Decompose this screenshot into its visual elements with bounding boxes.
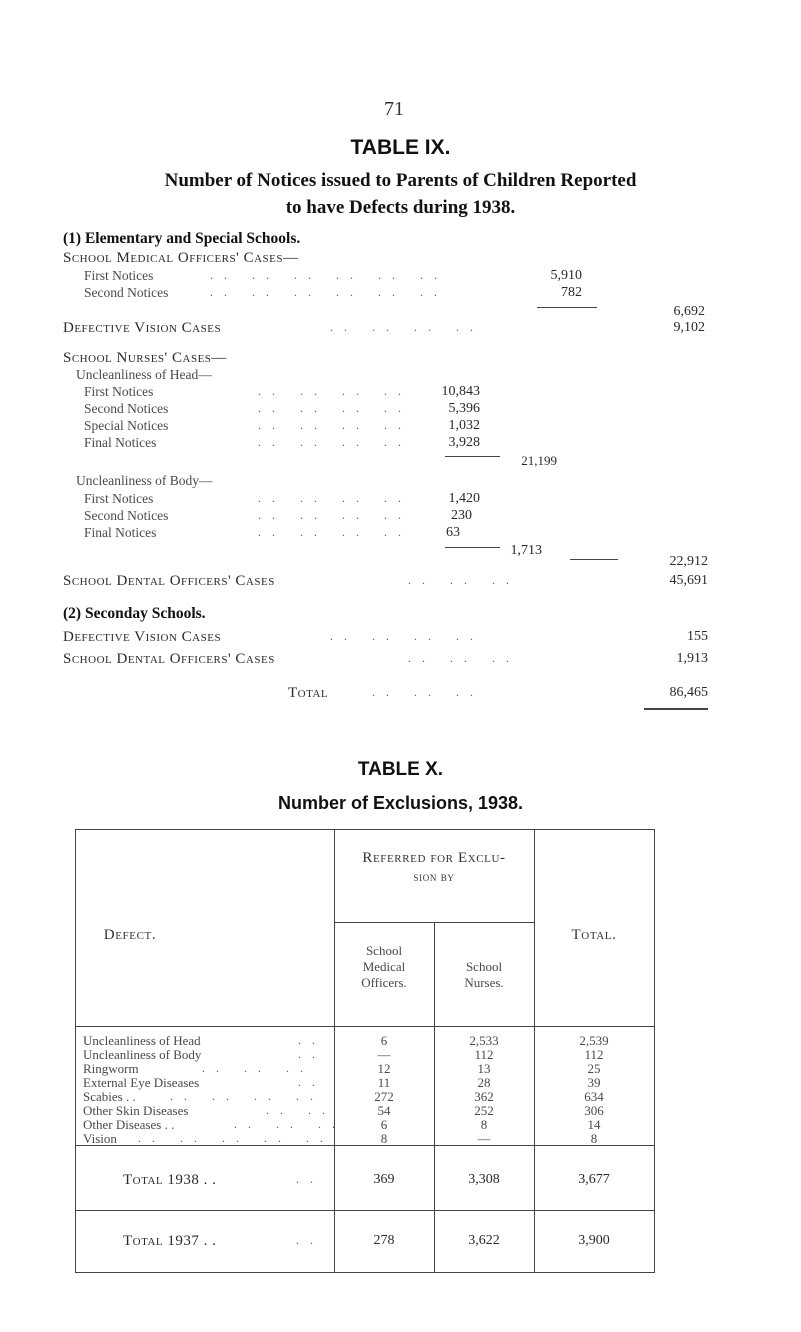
leader-dots: . . . . . . . . xyxy=(258,508,405,522)
col-header-nurses-line2: Nurses. xyxy=(464,975,504,990)
row-defect: Uncleanliness of Head xyxy=(83,1033,201,1048)
row-smo: 6 xyxy=(380,1033,388,1048)
leader-dots: . . . . . . . . . . . . xyxy=(210,268,441,282)
total-1938-label: Total 1938 . . xyxy=(123,1172,217,1188)
row-defect: Scabies . . xyxy=(83,1089,136,1104)
head-first-label: First Notices xyxy=(84,384,154,399)
col-header-smo-line2: Medical xyxy=(362,959,406,974)
body-final-label: Final Notices xyxy=(84,525,157,540)
leader-dots: . . . . . . . . xyxy=(258,401,405,415)
leader-dots: . . . . . . xyxy=(408,651,513,665)
grand-total-value: 86,465 xyxy=(669,685,708,700)
total-1938-nurses: 3,308 xyxy=(468,1172,500,1187)
dental-label: School Dental Officers' Cases xyxy=(63,573,275,589)
smo-label: School Medical Officers' Cases— xyxy=(63,250,299,266)
head-second-label: Second Notices xyxy=(84,401,169,416)
col-header-defect: Defect. xyxy=(103,927,157,943)
section2-title: (2) Seconday Schools. xyxy=(63,605,206,622)
table-ix-heading-line1: Number of Notices issued to Parents of Children Reported xyxy=(164,170,637,191)
row-total: 112 xyxy=(584,1047,604,1062)
head-special-value: 1,032 xyxy=(448,418,480,433)
sec-dental-label: School Dental Officers' Cases xyxy=(63,651,275,667)
row-nurses: 252 xyxy=(474,1103,494,1118)
second-notices-value: 782 xyxy=(561,285,582,300)
row-nurses: 2,533 xyxy=(469,1033,499,1048)
row-defect: Other Skin Diseases xyxy=(83,1103,189,1118)
total-1938-smo: 369 xyxy=(373,1172,395,1187)
col-header-total: Total. xyxy=(571,927,617,943)
total-1937-smo: 278 xyxy=(373,1233,395,1248)
table-ix-heading-line2: to have Defects during 1938. xyxy=(285,197,516,218)
total-1938-total: 3,677 xyxy=(578,1172,610,1187)
row-total: 39 xyxy=(587,1075,601,1090)
leader-dots: . . . . . . . . xyxy=(258,418,405,432)
leader-dots: . . . . . . . . xyxy=(330,320,477,334)
subtotal-rule xyxy=(537,307,597,308)
sec-dental-value: 1,913 xyxy=(676,651,708,666)
sec-vision-value: 155 xyxy=(687,629,708,644)
row-smo: 6 xyxy=(380,1117,388,1132)
row-total: 25 xyxy=(587,1061,601,1076)
col-header-smo-line3: Officers. xyxy=(361,975,407,990)
first-notices-value: 5,910 xyxy=(550,268,582,283)
leader-dots: . . . . . . . . xyxy=(258,435,405,449)
head-final-label: Final Notices xyxy=(84,435,157,450)
section1-title: (1) Elementary and Special Schools. xyxy=(63,230,301,247)
body-second-value: 230 xyxy=(451,508,472,523)
leader-dots: . . . . . . xyxy=(372,685,477,699)
body-total: 1,713 xyxy=(510,543,542,558)
row-smo: 12 xyxy=(377,1061,391,1076)
row-smo: 272 xyxy=(374,1089,394,1104)
head-second-value: 5,396 xyxy=(448,401,480,416)
row-defect: External Eye Diseases xyxy=(83,1075,200,1090)
grand-total-label: Total xyxy=(288,685,329,701)
body-label: Uncleanliness of Body— xyxy=(76,473,213,488)
total-1937-total: 3,900 xyxy=(578,1233,610,1248)
row-total: 14 xyxy=(587,1117,601,1132)
row-nurses: 362 xyxy=(474,1089,494,1104)
dental-value: 45,691 xyxy=(669,573,708,588)
row-defect: Vision xyxy=(83,1131,117,1146)
grand-total-rule xyxy=(644,708,708,710)
row-defect: Other Diseases . . xyxy=(83,1117,175,1132)
leader-dots: . . . . . . xyxy=(408,573,513,587)
row-nurses: 112 xyxy=(474,1047,494,1062)
defective-vision-value: 9,102 xyxy=(673,320,705,335)
row-total: 2,539 xyxy=(579,1033,609,1048)
body-second-label: Second Notices xyxy=(84,508,169,523)
total-1937-label: Total 1937 . . xyxy=(123,1233,217,1249)
row-nurses: 13 xyxy=(477,1061,491,1076)
col-header-nurses-line1: School xyxy=(465,959,503,974)
row-nurses: 8 xyxy=(480,1117,488,1132)
table-x-title: TABLE X. xyxy=(357,759,444,780)
head-special-label: Special Notices xyxy=(84,418,169,433)
nurses-total: 22,912 xyxy=(669,554,708,569)
col-header-smo-line1: School xyxy=(365,943,403,958)
row-smo: — xyxy=(377,1047,391,1062)
row-total: 8 xyxy=(590,1131,598,1146)
col-header-referred-line1: Referred for Exclu- xyxy=(362,850,506,866)
table-x-heading: Number of Exclusions, 1938. xyxy=(277,793,524,813)
row-smo: 54 xyxy=(377,1103,391,1118)
col-header-referred-line2: sion by xyxy=(413,869,455,884)
leader-dots: . . . . . . . . xyxy=(258,525,405,539)
body-first-value: 1,420 xyxy=(448,491,480,506)
nurses-label: School Nurses' Cases— xyxy=(63,350,227,366)
row-defect: Ringworm xyxy=(83,1061,139,1076)
page-number: 71 xyxy=(384,98,404,120)
table-ix-title: TABLE IX. xyxy=(350,136,451,159)
first-notices-label: First Notices xyxy=(84,268,154,283)
row-nurses: — xyxy=(477,1131,491,1146)
head-first-value: 10,843 xyxy=(441,384,480,399)
row-nurses: 28 xyxy=(477,1075,491,1090)
subtotal-rule xyxy=(445,456,500,457)
leader-dots: . . . . . . . . xyxy=(258,491,405,505)
row-defect: Uncleanliness of Body xyxy=(83,1047,202,1062)
sec-vision-label: Defective Vision Cases xyxy=(63,629,222,645)
leader-dots: . . . . . . . . . . . . xyxy=(210,285,441,299)
leader-dots: . . . . . . . . xyxy=(258,384,405,398)
row-smo: 11 xyxy=(377,1075,391,1090)
smo-total: 6,692 xyxy=(673,304,705,319)
row-total: 306 xyxy=(584,1103,604,1118)
body-first-label: First Notices xyxy=(84,491,154,506)
second-notices-label: Second Notices xyxy=(84,285,169,300)
head-label: Uncleanliness of Head— xyxy=(76,367,212,382)
subtotal-rule xyxy=(570,559,618,560)
leader-dots: . . . . . . . . xyxy=(330,629,477,643)
defective-vision-label: Defective Vision Cases xyxy=(63,320,222,336)
subtotal-rule xyxy=(445,547,500,548)
total-1937-nurses: 3,622 xyxy=(468,1233,500,1248)
row-smo: 8 xyxy=(380,1131,388,1146)
head-final-value: 3,928 xyxy=(448,435,480,450)
head-total: 21,199 xyxy=(521,453,557,468)
body-final-value: 63 xyxy=(446,525,460,540)
row-total: 634 xyxy=(584,1089,604,1104)
